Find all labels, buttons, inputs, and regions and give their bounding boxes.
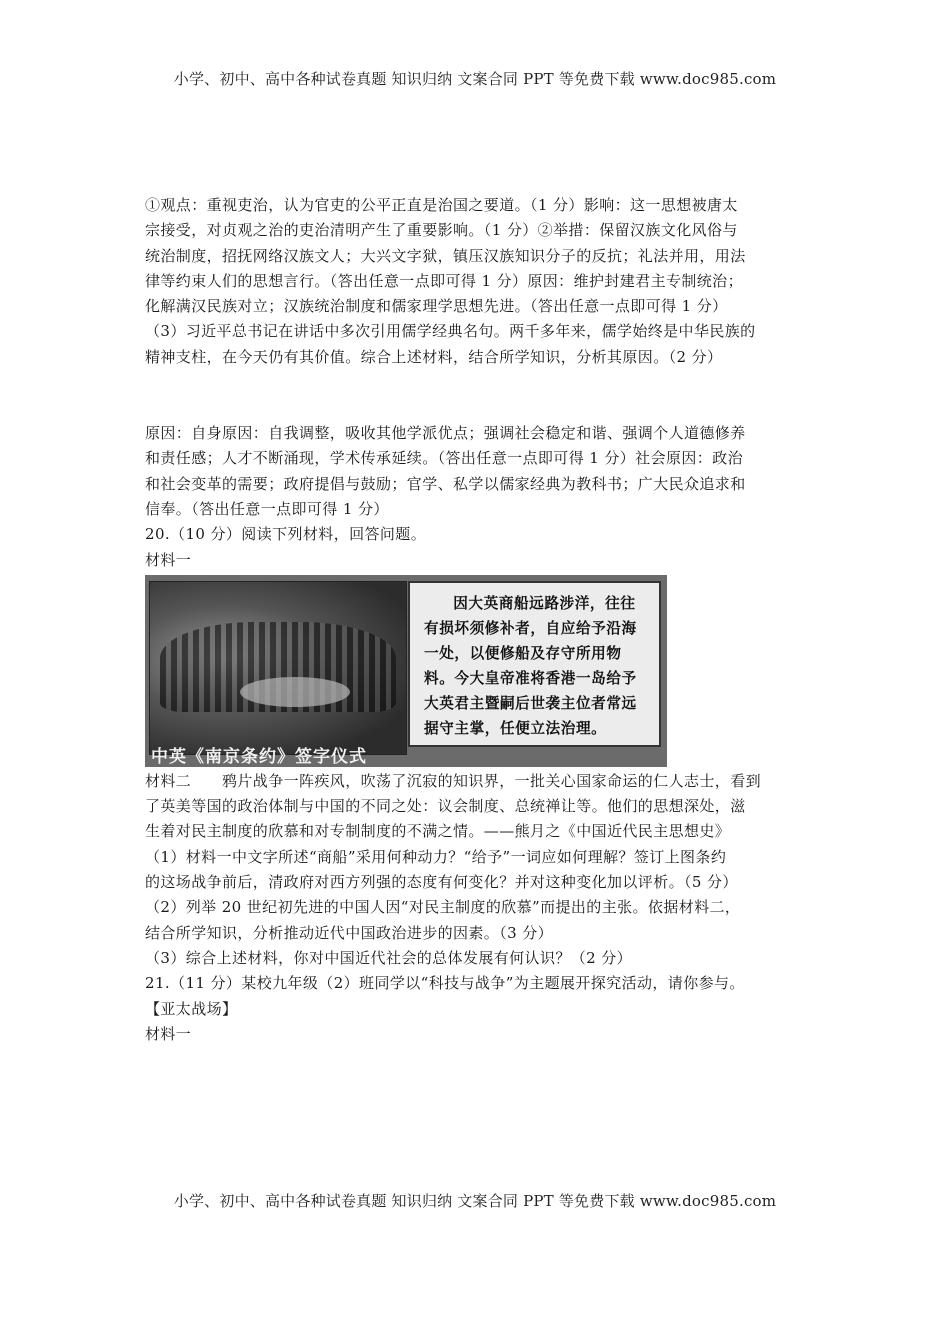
material-2-line: 材料二 鸦片战争一阵疾风，吹荡了沉寂的知识界，一批关心国家命运的仁人志士，看到 [145,771,762,790]
question-block-3 [145,769,807,1047]
figure-caption: 中英《南京条约》签字仪式 [151,746,367,767]
answer-block-1 [145,193,807,370]
text-line: 律等约束人们的思想言行。（答出任意一点即可得 1 分）原因：维护封建君主专制统治； [145,271,743,290]
signing-ceremony-photo [149,581,407,755]
material-1-label: 材料一 [145,550,192,569]
text-line: 化解满汉民族对立；汉族统治制度和儒家理学思想先进。（答出任意一点即可得 1 分） [145,297,728,316]
text-line: 和责任感；人才不断涌现，学术传承延续。（答出任意一点即可得 1 分）社会原因：政治 [145,449,743,468]
question-line: （1）材料一中文字所述“商船”采用何种动力？“给予”一词应如何理解？签订上图条约 [145,847,727,866]
question-line: 的这场战争前后，清政府对西方列强的态度有何变化？并对这种变化加以评析。（5 分） [145,873,738,892]
text-line: 和社会变革的需要；政府提倡与鼓励；官学、私学以儒家经典为教科书；广大民众追求和 [145,474,746,493]
text-line: 信奉。（答出任意一点即可得 1 分） [145,499,389,518]
question-20-title: 20.（10 分）阅读下列材料，回答问题。 [145,525,427,544]
question-21-title: 21.（11 分）某校九年级（2）班同学以“科技与战争”为主题展开探究活动，请你参与。 [145,974,745,993]
question-line: 精神支柱，在今天仍有其价值。综合上述材料，结合所学知识，分析其原因。（2 分） [145,347,723,366]
section-heading: 【亚太战场】 [145,999,238,1018]
question-line: （3）综合上述材料，你对中国近代社会的总体发展有何认识？（2 分） [145,948,633,967]
treaty-text-box: 因大英商船远路涉洋，往往有损坏须修补者，自应给予沿海一处，以便修船及存守所用物料。今大皇帝准将香港一岛给予大英君主暨嗣后世袭主位者常远据守主掌，任便立法治理。 [408,581,661,747]
text-line: 宗接受，对贞观之治的吏治清明产生了重要影响。（1 分）②举措：保留汉族文化风俗与 [145,221,738,240]
text-line: 了英美等国的政治体制与中国的不同之处：议会制度、总统禅让等。他们的思想深处，滋 [145,797,746,816]
document-body [145,193,807,1047]
text-line: 统治制度，招抚网络汉族文人；大兴文字狱，镇压汉族知识分子的反抗；礼法并用，用法 [145,246,746,265]
question-line: （3）习近平总书记在讲话中多次引用儒学经典名句。两千多年来，儒学始终是中华民族的 [145,322,756,341]
page-footer: 小学、初中、高中各种试卷真题 知识归纳 文案合同 PPT 等免费下载 www.doc985.com [173,1192,777,1210]
table-illustration [240,677,350,707]
page-header: 小学、初中、高中各种试卷真题 知识归纳 文案合同 PPT 等免费下载 www.doc985.com [173,70,777,88]
nanjing-treaty-figure [145,575,667,767]
text-line: 生着对民主制度的欣慕和对专制制度的不满之情。——熊月之《中国近代民主思想史》 [145,822,731,841]
text-line: ①观点：重视吏治，认为官吏的公平正直是治国之要道。（1 分）影响：这一思想被唐太 [145,196,738,214]
text-line: 原因：自身原因：自我调整，吸收其他学派优点；强调社会稳定和谐、强调个人道德修养 [145,424,746,443]
material-1-label: 材料一 [145,1024,192,1043]
answer-block-2 [145,421,807,573]
question-line: 结合所学知识，分析推动近代中国政治进步的因素。（3 分） [145,923,554,942]
question-line: （2）列举 20 世纪初先进的中国人因“对民主制度的欣慕”而提出的主张。依据材料二， [145,898,741,917]
